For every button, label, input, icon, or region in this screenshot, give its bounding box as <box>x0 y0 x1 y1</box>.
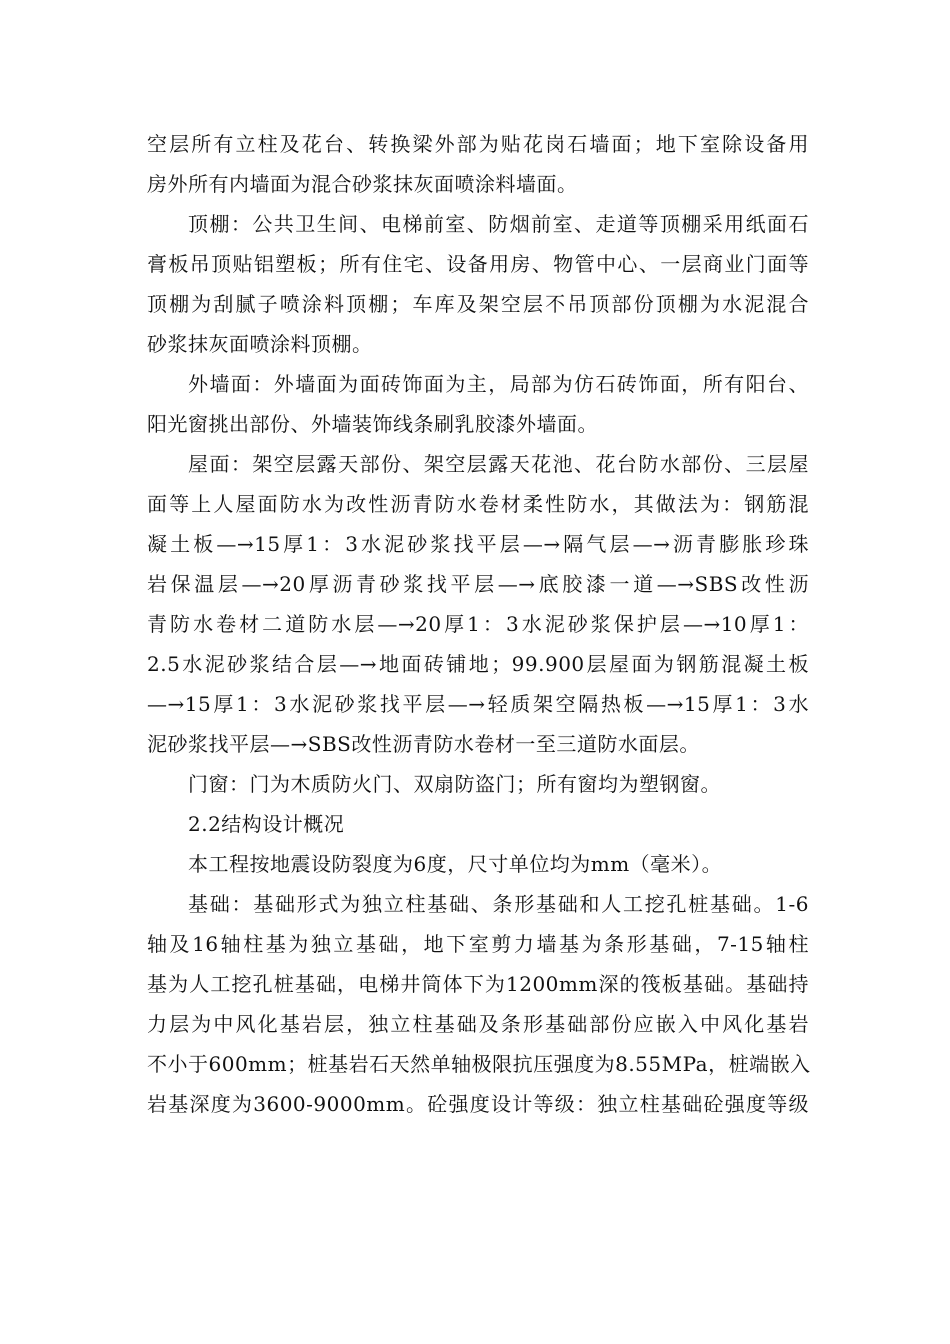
text-line: 力层为中风化基岩层，独立柱基础及条形基础部份应嵌入中风化基岩 <box>147 1012 809 1036</box>
text-line: 门窗：门为木质防火门、双扇防盗门；所有窗均为塑钢窗。 <box>188 772 721 796</box>
text-line: 房外所有内墙面为混合砂浆抹灰面喷涂料墙面。 <box>147 172 578 196</box>
text-line: 2.2结构设计概况 <box>188 812 345 836</box>
text-line: 膏板吊顶贴铝塑板；所有住宅、设备用房、物管中心、一层商业门面等 <box>147 252 809 276</box>
text-line: 不小于600mm；桩基岩石天然单轴极限抗压强度为8.55MPa，桩端嵌入 <box>147 1052 811 1076</box>
text-line: 面等上人屋面防水为改性沥青防水卷材柔性防水，其做法为：钢筋混 <box>147 492 809 516</box>
text-line: 基为人工挖孔桩基础，电梯井筒体下为1200mm深的筏板基础。基础持 <box>147 972 809 996</box>
text-line: 轴及16轴柱基为独立基础，地下室剪力墙基为条形基础，7-15轴柱 <box>147 932 809 956</box>
text-line: —→15厚1：3水泥砂浆找平层—→轻质架空隔热板—→15厚1：3水 <box>147 692 809 716</box>
text-line: 凝土板—→15厚1：3水泥砂浆找平层—→隔气层—→沥青膨胀珍珠 <box>147 532 809 556</box>
text-line: 砂浆抹灰面喷涂料顶棚。 <box>147 332 373 356</box>
text-line: 2.5水泥砂浆结合层—→地面砖铺地；99.900层屋面为钢筋混凝土板 <box>147 652 809 676</box>
text-line: 泥砂浆找平层—→SBS改性沥青防水卷材一至三道防水面层。 <box>147 732 700 756</box>
text-line: 青防水卷材二道防水层—→20厚1：3水泥砂浆保护层—→10厚1： <box>147 612 809 636</box>
text-line: 岩基深度为3600-9000mm。砼强度设计等级：独立柱基础砼强度等级 <box>147 1092 809 1116</box>
text-line: 顶棚为刮腻子喷涂料顶棚；车库及架空层不吊顶部份顶棚为水泥混合 <box>147 292 809 316</box>
text-line: 岩保温层—→20厚沥青砂浆找平层—→底胶漆一道—→SBS改性沥 <box>147 572 809 596</box>
text-line: 阳光窗挑出部份、外墙装饰线条刷乳胶漆外墙面。 <box>147 412 598 436</box>
text-line: 顶棚：公共卫生间、电梯前室、防烟前室、走道等顶棚采用纸面石 <box>188 212 809 236</box>
body-text <box>147 124 809 1124</box>
text-line: 空层所有立柱及花台、转换梁外部为贴花岗石墙面；地下室除设备用 <box>147 132 809 156</box>
text-line: 屋面：架空层露天部份、架空层露天花池、花台防水部份、三层屋 <box>188 452 809 476</box>
text-line: 本工程按地震设防裂度为6度，尺寸单位均为mm（毫米）。 <box>188 852 723 876</box>
text-line: 基础：基础形式为独立柱基础、条形基础和人工挖孔桩基础。1-6 <box>188 892 809 916</box>
text-line: 外墙面：外墙面为面砖饰面为主，局部为仿石砖饰面，所有阳台、 <box>188 372 809 396</box>
